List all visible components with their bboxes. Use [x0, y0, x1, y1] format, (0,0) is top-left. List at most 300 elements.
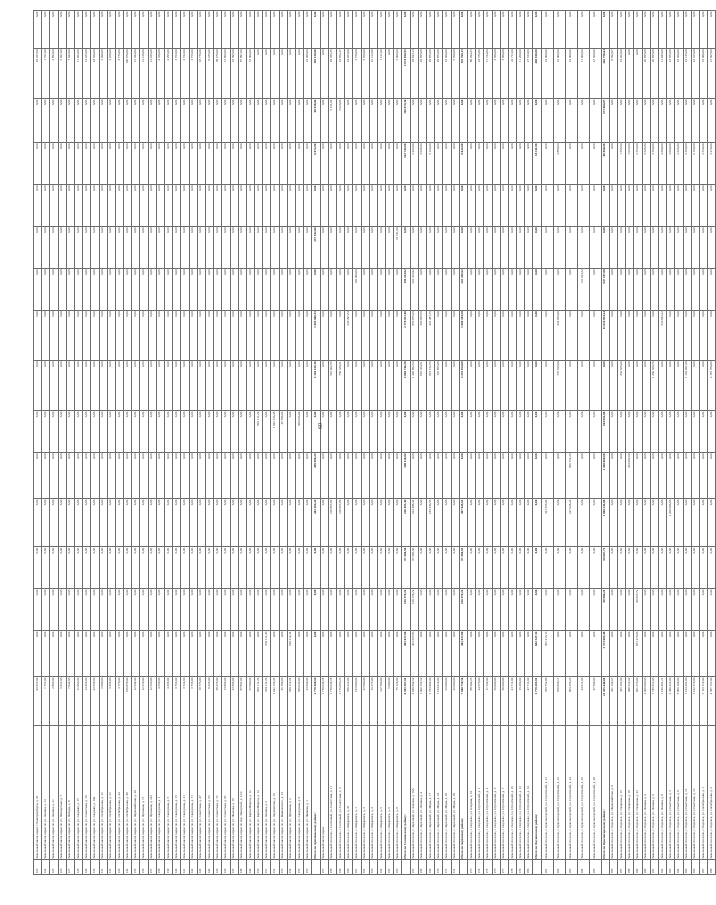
amount-cell: 0,00	[50, 452, 58, 498]
amount-cell: 0,00	[345, 411, 353, 453]
row-address: Земельный поселок, г. Красногорский, ул. Строителей, д. 28	[589, 726, 601, 860]
amount-cell: 0,00	[222, 184, 230, 226]
amount-cell: 0,00	[148, 184, 156, 226]
table-row	[58, 11, 66, 875]
amount-cell: 0,00	[525, 499, 533, 547]
amount-cell: 0,00	[386, 226, 394, 268]
amount-cell: 0,00	[271, 142, 279, 184]
amount-cell: 0,00	[222, 499, 230, 547]
amount-cell: 12 219,00	[140, 677, 148, 726]
amount-cell: 0,00	[451, 411, 459, 453]
amount-cell: 0,00	[369, 360, 377, 410]
amount-cell: 0,00	[66, 360, 74, 410]
amount-cell: 0,00	[361, 589, 369, 631]
amount-cell: 0,00	[658, 452, 666, 498]
row-address: Итого по Сосновскому району:	[402, 726, 410, 860]
amount-cell: 0,00	[197, 411, 205, 453]
amount-cell: 0,00	[345, 226, 353, 268]
amount-cell: 0,00	[214, 452, 222, 498]
amount-cell: 0,00	[263, 268, 271, 310]
amount-cell: 0,00	[165, 99, 173, 143]
amount-cell: 0,00	[189, 499, 197, 547]
row-number: 167	[410, 860, 418, 875]
row-number: 183	[565, 860, 577, 875]
amount-cell: 0,00	[589, 99, 601, 143]
amount-cell: 3 039 592,52	[410, 677, 418, 726]
amount-cell: 0,00	[642, 310, 650, 360]
amount-cell: 11 054 834,24	[601, 310, 609, 360]
amount-cell: 1 164 201,00	[683, 677, 691, 726]
amount-cell: 0,00	[83, 499, 91, 547]
amount-cell: 0,00	[263, 142, 271, 184]
amount-cell: 0,00	[650, 631, 658, 677]
amount-cell: 0,00	[609, 310, 617, 360]
amount-cell: 0,00	[296, 631, 304, 677]
table-row	[205, 11, 213, 875]
amount-cell: 1 745 651,00	[650, 677, 658, 726]
amount-cell: 3 722,00	[181, 48, 189, 98]
amount-cell: 0,00	[377, 310, 385, 360]
amount-cell: 0,00	[230, 268, 238, 310]
amount-cell: 0,00	[353, 184, 361, 226]
amount-cell: 0,00	[650, 268, 658, 310]
amount-cell: 0,00	[634, 411, 642, 453]
amount-cell: 0,00	[312, 589, 320, 631]
amount-cell: 202 756,64	[601, 48, 609, 98]
row-number: 186	[609, 860, 617, 875]
row-number: 176	[492, 860, 500, 875]
amount-cell: 0,00	[459, 452, 467, 498]
amount-cell: 0,00	[238, 184, 246, 226]
amount-cell: 0,00	[361, 142, 369, 184]
amount-cell: 0,00	[345, 589, 353, 631]
amount-cell: 0,00	[683, 99, 691, 143]
table-row	[189, 11, 197, 875]
amount-cell: 0,00	[626, 360, 634, 410]
row-number: 149	[246, 860, 254, 875]
amount-cell: 0,00	[181, 184, 189, 226]
amount-cell: 461 637,06	[402, 631, 410, 677]
table-row	[369, 11, 377, 875]
amount-cell: 0,00	[345, 99, 353, 143]
amount-cell: 87 496,50	[459, 547, 467, 589]
amount-cell: 0,00	[287, 268, 295, 310]
amount-cell: 0,00	[667, 589, 675, 631]
amount-cell: 2 390 423,00	[667, 677, 675, 726]
row-address: Земельный налог вадал г. Екатеринбурга, д. 41	[34, 726, 42, 860]
row-number: 159	[336, 860, 344, 875]
row-address: Земельный налог вадал по ул. Ленина, д. 21	[50, 726, 58, 860]
amount-cell: 0,00	[345, 547, 353, 589]
row-address: Итого по Окуневскому району:	[533, 726, 541, 860]
table-row	[255, 11, 263, 875]
amount-cell: 0,00	[394, 184, 402, 226]
amount-cell: 0,00	[589, 411, 601, 453]
amount-cell: 0,00	[699, 268, 707, 310]
amount-cell: 0,00	[222, 268, 230, 310]
amount-cell: 0,00	[589, 11, 601, 49]
amount-cell: 0,00	[312, 631, 320, 677]
amount-cell: 0,00	[263, 11, 271, 49]
row-number: 181	[541, 860, 553, 875]
amount-cell: 0,00	[484, 11, 492, 49]
amount-cell: 2 178 931,40	[402, 310, 410, 360]
amount-cell: 0,00	[525, 360, 533, 410]
amount-cell: 0,00	[255, 547, 263, 589]
amount-cell: 0,00	[83, 547, 91, 589]
amount-cell: 0,00	[205, 268, 213, 310]
amount-cell: 0,00	[189, 452, 197, 498]
amount-cell: 29 355,35	[328, 48, 336, 98]
amount-cell: 0,00	[99, 99, 107, 143]
amount-cell: 0,00	[467, 547, 475, 589]
amount-cell: 0,00	[91, 499, 99, 547]
amount-cell: 0,00	[553, 411, 565, 453]
amount-cell: 0,00	[42, 631, 50, 677]
row-address: Земельный налог вадал по ул. Первомайская, д. 29	[132, 726, 140, 860]
amount-cell: 0,00	[66, 631, 74, 677]
row-number: 175	[484, 860, 492, 875]
amount-cell: 0,00	[353, 547, 361, 589]
amount-cell: 67 000,00	[246, 48, 254, 98]
amount-cell: 0,00	[508, 499, 516, 547]
amount-cell: 0,00	[336, 547, 344, 589]
amount-cell: 0,00	[667, 310, 675, 360]
amount-cell: 0,00	[565, 11, 577, 49]
amount-cell: 10 000,00	[565, 48, 577, 98]
row-address: Земельный поселок, г. Окунево, ул. Строителей, д. 7	[500, 726, 508, 860]
total-row	[601, 11, 609, 875]
amount-cell: 0,00	[197, 631, 205, 677]
row-number: 127	[66, 860, 74, 875]
amount-cell: 3 360,00	[650, 142, 658, 184]
amount-cell: 0,00	[50, 184, 58, 226]
amount-cell: 3 776,00	[115, 48, 123, 98]
amount-cell: 0,00	[296, 142, 304, 184]
table-row	[565, 11, 577, 875]
amount-cell: 0,00	[492, 11, 500, 49]
amount-cell: 0,00	[476, 184, 484, 226]
amount-cell: 407 028,92	[459, 499, 467, 547]
amount-cell: 0,00	[132, 499, 140, 547]
amount-cell: 0,00	[156, 184, 164, 226]
amount-cell: 0,00	[609, 99, 617, 143]
amount-cell: 0,00	[410, 184, 418, 226]
amount-cell: 1 355,00	[618, 142, 626, 184]
amount-cell: 0,00	[205, 184, 213, 226]
amount-cell: 0,00	[312, 268, 320, 310]
amount-cell: 128 179,22	[402, 589, 410, 631]
amount-cell: 0,00	[230, 11, 238, 49]
amount-cell: 0,00	[91, 142, 99, 184]
amount-cell: 1 763 992,00	[427, 677, 435, 726]
amount-cell: 0,00	[492, 310, 500, 360]
amount-cell: 0,00	[517, 268, 525, 310]
amount-cell: 0,00	[165, 499, 173, 547]
amount-cell: 0,00	[618, 184, 626, 226]
amount-cell: 0,00	[140, 99, 148, 143]
amount-cell: 0,00	[58, 268, 66, 310]
amount-cell: 0,00	[699, 589, 707, 631]
amount-cell: 0,00	[320, 411, 328, 453]
total-row	[312, 11, 320, 875]
amount-cell: 0,00	[476, 547, 484, 589]
row-number: 142	[189, 860, 197, 875]
amount-cell: 0,00	[369, 310, 377, 360]
amount-cell: 0,00	[525, 411, 533, 453]
row-number: 192	[658, 860, 666, 875]
amount-cell: 0,00	[427, 11, 435, 49]
amount-cell: 0,00	[699, 499, 707, 547]
amount-cell: 0,00	[377, 11, 385, 49]
row-number: 165	[386, 860, 394, 875]
amount-cell: 2 525,00	[675, 142, 683, 184]
amount-cell: 0,00	[553, 184, 565, 226]
amount-cell: 0,00	[541, 452, 553, 498]
row-address: Земельный налог вадал по ул. Пионерская, д. 7	[58, 726, 66, 860]
amount-cell: 0,00	[238, 268, 246, 310]
amount-cell: 3 763,00	[173, 677, 181, 726]
amount-cell: 0,00	[435, 547, 443, 589]
amount-cell: 0,00	[609, 268, 617, 310]
amount-cell: 0,00	[517, 226, 525, 268]
amount-cell: 0,00	[691, 360, 699, 410]
amount-cell: 0,00	[589, 310, 601, 360]
amount-cell: 654 111,20	[263, 677, 271, 726]
amount-cell: 99 667,72	[634, 589, 642, 631]
amount-cell: 0,00	[107, 631, 115, 677]
amount-cell: 0,00	[500, 452, 508, 498]
amount-cell: 0,00	[34, 184, 42, 226]
amount-cell: 0,00	[476, 411, 484, 453]
amount-cell: 0,00	[451, 11, 459, 49]
row-address: Земельный поселок, г. Боровск, ул. Советская, д. 11	[683, 726, 691, 860]
amount-cell: 0,00	[626, 547, 634, 589]
amount-cell: 0,00	[107, 411, 115, 453]
row-address: Земельный поселок, г. Боровск, ул. Ленина, д. 8	[658, 726, 666, 860]
amount-cell: 0,00	[214, 268, 222, 310]
row-number: 133	[115, 860, 123, 875]
amount-cell: 0,00	[345, 142, 353, 184]
amount-cell: 0,00	[492, 142, 500, 184]
amount-cell: 0,00	[222, 11, 230, 49]
amount-cell: 0,00	[99, 226, 107, 268]
amount-cell: 0,00	[115, 452, 123, 498]
amount-cell: 0,00	[353, 226, 361, 268]
amount-cell: 0,00	[642, 360, 650, 410]
amount-cell: 593 826,56	[418, 310, 426, 360]
amount-cell: 0,00	[394, 142, 402, 184]
amount-cell: 0,00	[156, 631, 164, 677]
amount-cell: 0,00	[435, 268, 443, 310]
amount-cell: 0,00	[214, 360, 222, 410]
amount-cell: 0,00	[517, 631, 525, 677]
amount-cell: 0,00	[377, 631, 385, 677]
amount-cell: 0,00	[214, 499, 222, 547]
amount-cell: 0,00	[609, 631, 617, 677]
table-row	[683, 11, 691, 875]
amount-cell: 11 724,00	[484, 48, 492, 98]
amount-cell: 0,00	[132, 310, 140, 360]
amount-cell: 0,00	[173, 99, 181, 143]
amount-cell: 0,00	[336, 11, 344, 49]
amount-cell: 0,00	[626, 631, 634, 677]
amount-cell: 2 074 950,95	[402, 48, 410, 98]
amount-cell: 0,00	[132, 99, 140, 143]
amount-cell: 0,00	[42, 360, 50, 410]
amount-cell: 23 069,00	[304, 677, 312, 726]
amount-cell: 87 991,00	[238, 677, 246, 726]
amount-cell: 0,00	[115, 142, 123, 184]
amount-cell: 0,00	[83, 268, 91, 310]
amount-cell: 0,00	[58, 452, 66, 498]
amount-cell: 0,00	[650, 547, 658, 589]
amount-cell: 0,00	[394, 452, 402, 498]
amount-cell: 0,00	[132, 142, 140, 184]
amount-cell: 0,00	[618, 411, 626, 453]
amount-cell: 0,00	[508, 11, 516, 49]
amount-cell: 0,00	[58, 547, 66, 589]
amount-cell: 0,00	[541, 360, 553, 410]
amount-cell: 0,00	[50, 631, 58, 677]
amount-cell: 130 414,92	[402, 268, 410, 310]
row-address: Итого по Красногорскому району:	[601, 726, 609, 860]
amount-cell: 0,00	[74, 360, 82, 410]
amount-cell: 0,00	[263, 184, 271, 226]
amount-cell: 0,00	[304, 589, 312, 631]
amount-cell: 18 776,00	[197, 48, 205, 98]
amount-cell: 29 855,00	[435, 48, 443, 98]
amount-cell: 0,00	[386, 452, 394, 498]
amount-cell: 0,00	[115, 11, 123, 49]
amount-cell: 431 142,07	[609, 677, 617, 726]
amount-cell: 0,00	[328, 268, 336, 310]
amount-cell: 0,00	[197, 268, 205, 310]
amount-cell: 0,00	[361, 310, 369, 360]
amount-cell: 0,00	[369, 142, 377, 184]
amount-cell: 10 500,00	[675, 48, 683, 98]
amount-cell: 0,00	[222, 226, 230, 268]
amount-cell: 0,00	[361, 226, 369, 268]
row-number: 162	[361, 860, 369, 875]
amount-cell: 0,00	[181, 360, 189, 410]
amount-cell: 0,00	[271, 589, 279, 631]
table-row	[517, 11, 525, 875]
amount-cell: 0,00	[205, 411, 213, 453]
amount-cell: 0,00	[181, 411, 189, 453]
row-number: 160	[345, 860, 353, 875]
amount-cell: 0,00	[369, 452, 377, 498]
amount-cell: 45 700,00	[279, 411, 287, 453]
amount-cell: 5 700,00	[451, 48, 459, 98]
amount-cell: 3 026,00	[336, 99, 344, 143]
amount-cell: 27 507,00	[708, 48, 716, 98]
amount-cell: 0,00	[533, 184, 541, 226]
row-address: Земельный поселок, г. Заречный, ул. Мира, д. 24	[435, 726, 443, 860]
table-row	[263, 11, 271, 875]
amount-cell: 0,00	[476, 452, 484, 498]
amount-cell: 0,00	[140, 142, 148, 184]
amount-cell: 0,00	[205, 99, 213, 143]
amount-cell: 0,00	[181, 547, 189, 589]
amount-cell: 99 667,72	[601, 547, 609, 589]
amount-cell: 0,00	[435, 411, 443, 453]
amount-cell: 0,00	[658, 226, 666, 268]
amount-cell: 0,00	[304, 310, 312, 360]
amount-cell: 0,00	[91, 547, 99, 589]
amount-cell: 0,00	[377, 268, 385, 310]
amount-cell: 0,00	[565, 226, 577, 268]
amount-cell: 0,00	[238, 499, 246, 547]
amount-cell: 0,00	[517, 499, 525, 547]
amount-cell: 3 450,00	[107, 48, 115, 98]
table-row	[609, 11, 617, 875]
amount-cell: 0,00	[369, 184, 377, 226]
amount-cell: 0,00	[58, 499, 66, 547]
amount-cell: 600 732,20	[565, 452, 577, 498]
amount-cell: 0,00	[525, 142, 533, 184]
amount-cell: 289 998,24	[312, 452, 320, 498]
amount-cell: 0,00	[492, 631, 500, 677]
amount-cell: 0,00	[156, 99, 164, 143]
amount-cell: 0,00	[402, 11, 410, 49]
page-number: 60	[318, 423, 324, 429]
amount-cell: 0,00	[708, 268, 716, 310]
amount-cell: 0,00	[271, 11, 279, 49]
amount-cell: 3 133,00	[427, 142, 435, 184]
register-table	[33, 10, 716, 875]
amount-cell: 0,00	[691, 547, 699, 589]
amount-cell: 11 724,00	[484, 677, 492, 726]
amount-cell: 0,00	[589, 631, 601, 677]
amount-cell: 0,00	[427, 184, 435, 226]
row-number	[601, 860, 609, 875]
amount-cell: 0,00	[533, 589, 541, 631]
amount-cell: 0,00	[541, 11, 553, 49]
amount-cell: 0,00	[525, 589, 533, 631]
amount-cell: 0,00	[609, 11, 617, 49]
amount-cell: 0,00	[675, 184, 683, 226]
amount-cell: 0,00	[140, 411, 148, 453]
amount-cell: 0,00	[214, 589, 222, 631]
row-number	[533, 860, 541, 875]
amount-cell: 0,00	[500, 547, 508, 589]
amount-cell: 0,00	[66, 142, 74, 184]
amount-cell: 21 455 446,69	[601, 677, 609, 726]
amount-cell: 0,00	[589, 547, 601, 589]
amount-cell: 0,00	[99, 184, 107, 226]
amount-cell: 8 592,07	[609, 48, 617, 98]
amount-cell: 0,00	[328, 142, 336, 184]
amount-cell: 0,00	[541, 411, 553, 453]
amount-cell: 0,00	[565, 411, 577, 453]
amount-cell: 0,00	[345, 184, 353, 226]
amount-cell: 0,00	[626, 48, 634, 98]
amount-cell: 0,00	[255, 11, 263, 49]
amount-cell: 0,00	[577, 452, 589, 498]
amount-cell: 1 493 862,53	[410, 360, 418, 410]
amount-cell: 0,00	[451, 452, 459, 498]
amount-cell: 0,00	[279, 499, 287, 547]
amount-cell: 0,00	[230, 226, 238, 268]
amount-cell: 0,00	[255, 142, 263, 184]
amount-cell: 0,00	[642, 184, 650, 226]
table-row	[140, 11, 148, 875]
amount-cell: 0,00	[34, 360, 42, 410]
amount-cell: 0,00	[165, 11, 173, 49]
amount-cell: 208 810,08	[533, 48, 541, 98]
amount-cell: 27 000,00	[361, 677, 369, 726]
